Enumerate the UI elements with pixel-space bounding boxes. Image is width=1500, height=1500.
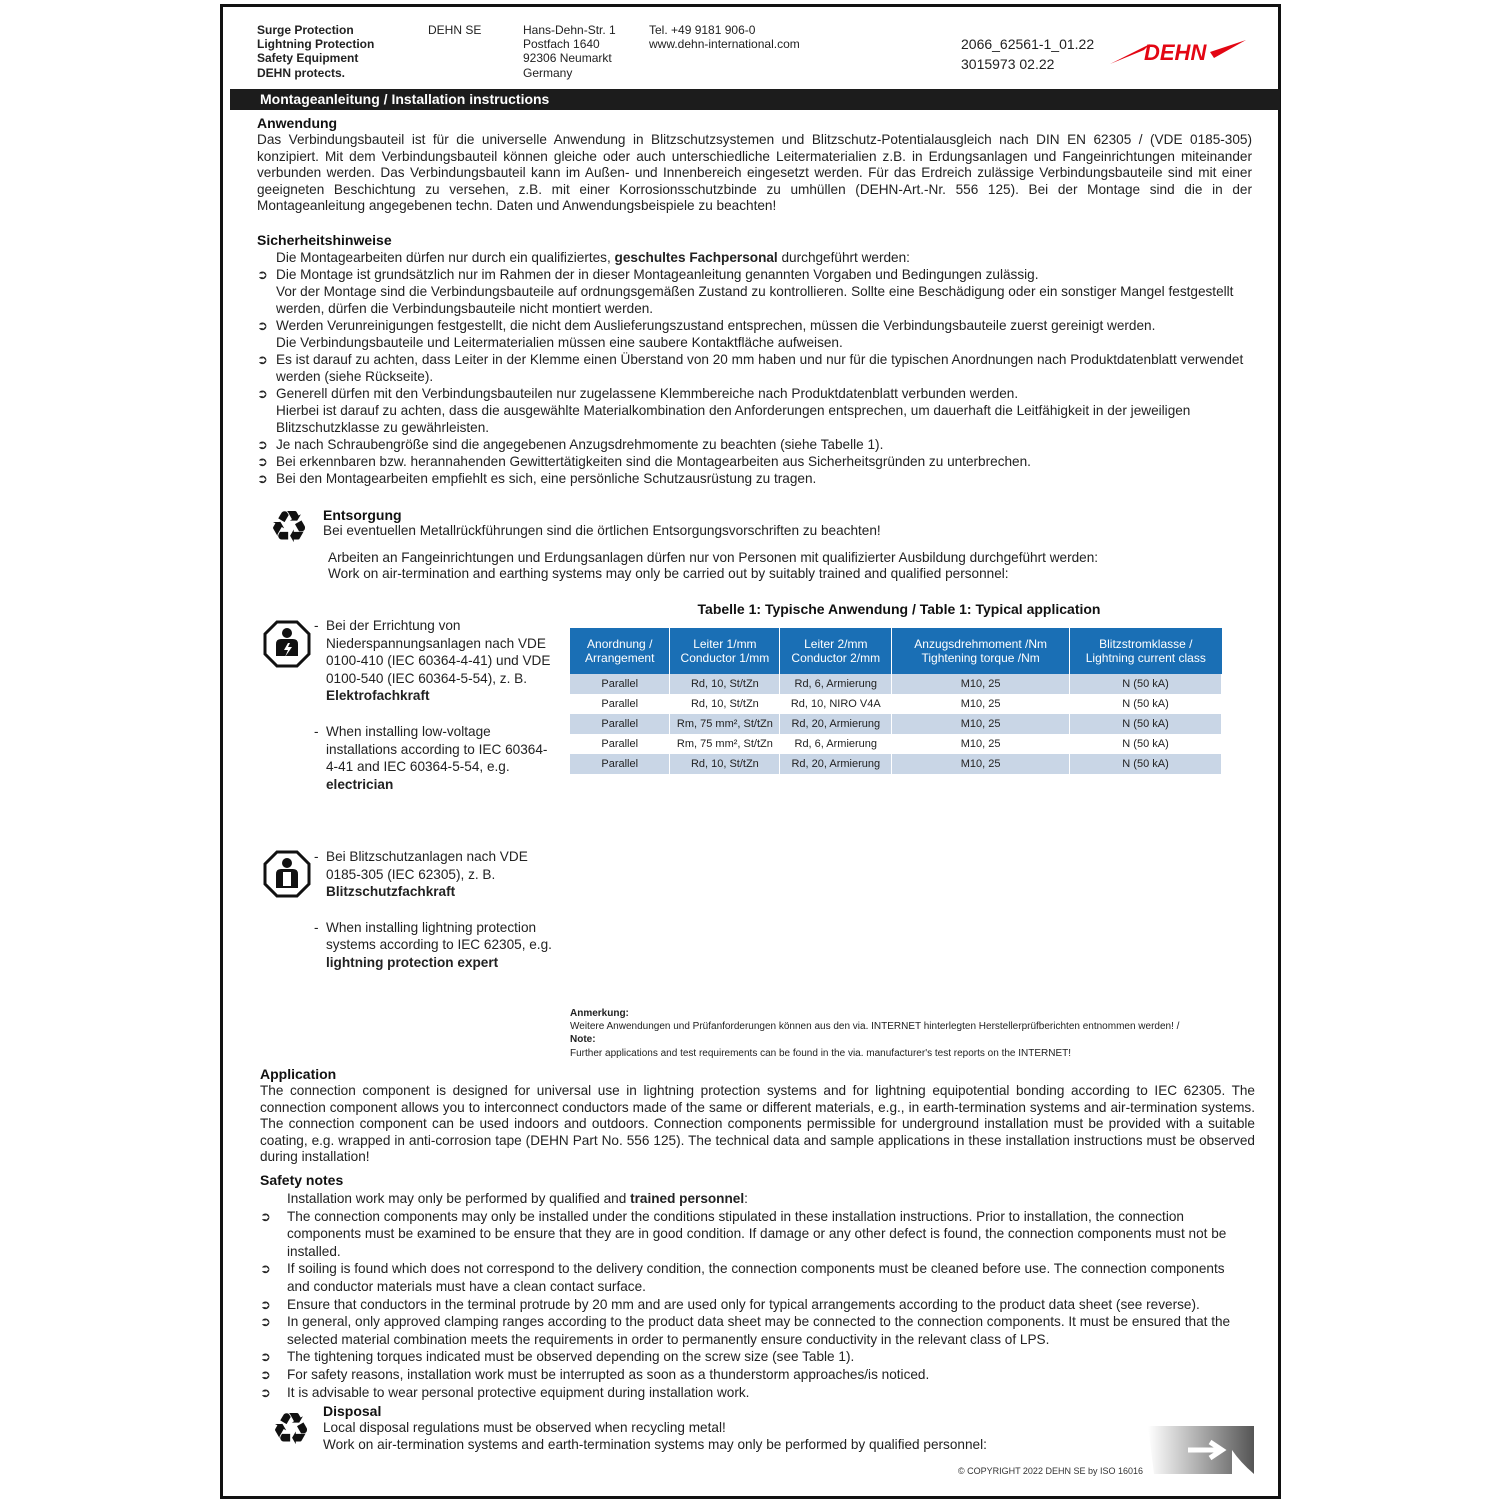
list-item: ➲ Die Montage ist grundsätzlich nur im Rahmen der in dieser Montageanleitung genannten Vorgaben und Bedingungen zulässig. Vor der Montage sind die Verbindungsbauteile auf ordnungsgemäßen Zustand zu kontrollieren. Sollte eine Beschädigung oder ein sonstiger Mangel festgestellt werden, dürfen die Verbindungsbauteile nicht montiert werden. <box>257 267 1234 316</box>
doc-number: 2066_62561-1_01.22 <box>961 36 1095 52</box>
lightning-expert-notes <box>314 848 554 972</box>
entsorgung-text: Bei eventuellen Metallrückführungen sind die örtlichen Entsorgungsvorschriften zu beachten! <box>323 523 881 538</box>
list-item: ➲ For safety reasons, installation work must be interrupted as soon as a thunderstorm approaches/is noticed. <box>260 1366 930 1382</box>
application-text: The connection component is designed for universal use in lightning protection systems and for lightning equipotential bonding according to IEC 62305. The connection component allows you to interconnect conductors made of the same or different materials, e.g., in earth-termination systems and air-termination systems. The connection component can be used indoors and outdoors. Connection components permissible for underground installation must be provided with a suitable coating, e.g. wrapped in anti-corrosion tape (DEHN Part No. 556 125). The technical data and sample applications in these installation instructions must be observed during installation! <box>260 1083 1255 1165</box>
anwendung-text: Das Verbindungsbauteil ist für die universelle Anwendung in Blitzschutzsystemen und Blitzschutz-Potentialausgleich nach DIN EN 62305 / (VDE 0185-305) konzipiert. Mit dem Verbindungsbauteil können gleiche oder auch unterschiedliche Leitermaterialien z.B. in Erdungsanlagen und Fangeinrichtungen miteinander verbunden werden. Das Verbindungsbauteil kann im Außen- und Innenbereich eingesetzt werden. Für das Erdreich zulässige Verbindungsbauteile sind mit einer geeigneten Beschichtung zu versehen, z.B. mit einer Korrosionsschutzbinde zu umhüllen (DEHN-Art.-Nr. 556 125). Bei der Montage sind die in der Montageanleitung angegebenen techn. Daten und Anwendungsbeispiele zu beachten! <box>257 132 1252 214</box>
arrow-bullet-icon: ➲ <box>260 1366 271 1382</box>
dehn-logo <box>1110 30 1250 70</box>
list-item: - Bei Blitzschutzanlagen nach VDE 0185-305 (IEC 62305), z. B. Blitzschutzfachkraft <box>314 849 528 900</box>
lightning-expert-icon <box>263 850 311 903</box>
arrow-bullet-icon: ➲ <box>260 1384 271 1400</box>
table-header-cell: Leiter 2/mm Conductor 2/mm <box>780 628 892 674</box>
table-header-cell: Anordnung / Arrangement <box>570 628 670 674</box>
list-item: ➲ The connection components may only be installed under the conditions stipulated in these installation instructions. Prior to installation, the connection components must be examined to be ensure that they are in good condition. If damage or any other defect is found, the connection components must not be installed. <box>260 1208 1227 1259</box>
page-turn-arrow-icon <box>1148 1424 1258 1481</box>
table-header-cell: Leiter 1/mm Conductor 1/mm <box>670 628 780 674</box>
arrow-bullet-icon: ➲ <box>257 318 268 333</box>
list-item: ➲ Je nach Schraubengröße sind die angegebenen Anzugsdrehmomente zu beachten (siehe Tabelle 1). <box>257 437 884 452</box>
article-number: 3015973 02.22 <box>961 56 1055 72</box>
disposal-heading: Disposal <box>323 1403 382 1419</box>
personnel-de: Arbeiten an Fangeinrichtungen und Erdungsanlagen dürfen nur von Personen mit qualifizierter Ausbildung durchgeführt werden: <box>328 550 1099 565</box>
list-item: ➲ Bei den Montagearbeiten empfiehlt es sich, eine persönliche Schutzausrüstung zu tragen. <box>257 471 817 486</box>
arrow-bullet-icon: ➲ <box>260 1349 271 1365</box>
table-row: Parallel Rd, 10, St/tZn Rd, 10, NIRO V4A M10, 25 N (50 kA) <box>570 694 1222 714</box>
application-heading: Application <box>260 1066 337 1082</box>
table-header-row <box>570 628 1222 674</box>
entsorgung-heading: Entsorgung <box>323 507 402 523</box>
document-numbers <box>961 34 1094 74</box>
company-name: DEHN SE <box>428 23 482 37</box>
list-item: - When installing low-voltage installations according to IEC 60364-4-41 and IEC 60364-5-54, e.g. electrician <box>314 723 548 792</box>
disposal-text: Local disposal regulations must be observed when recycling metal! <box>323 1420 726 1435</box>
table-title: Tabelle 1: Typische Anwendung / Table 1: Typical application <box>697 601 1101 617</box>
svg-text:♻: ♻ <box>271 1406 311 1450</box>
company-address: Hans-Dehn-Str. 1 Postfach 1640 92306 Neumarkt Germany <box>523 23 616 80</box>
recycle-icon <box>268 1406 314 1455</box>
sicherheit-intro: Die Montagearbeiten dürfen nur durch ein qualifiziertes, geschultes Fachpersonal durchgeführt werden: <box>276 250 910 265</box>
arrow-bullet-icon: ➲ <box>260 1314 271 1330</box>
safety-heading: Safety notes <box>260 1172 344 1188</box>
table-row: Parallel Rm, 75 mm², St/tZn Rd, 20, Armierung M10, 25 N (50 kA) <box>570 714 1222 734</box>
safety-list <box>260 1190 1250 1401</box>
list-item: ➲ If soiling is found which does not correspond to the delivery condition, the connection components must be cleaned before use. The connection components and conductor materials must have a clean contact surface. <box>260 1261 1225 1294</box>
recycle-icon <box>266 504 312 553</box>
application-table <box>570 628 1222 774</box>
table-row: Parallel Rd, 10, St/tZn Rd, 20, Armierung M10, 25 N (50 kA) <box>570 754 1222 774</box>
arrow-bullet-icon: ➲ <box>257 352 268 367</box>
arrow-bullet-icon: ➲ <box>257 267 268 282</box>
list-item: ➲ In general, only approved clamping ranges according to the product data sheet may be connected to the connection components. It must be ensured that the selected material combination meets the requirements in order to permanently ensure conductivity in the relevant class of LPS. <box>260 1314 1231 1347</box>
list-item: ➲ Bei erkennbaren bzw. herannahenden Gewittertätigkeiten sind die Montagearbeiten aus Sicherheitsgründen zu unterbrechen. <box>257 454 1031 469</box>
table-row: Parallel Rd, 10, St/tZn Rd, 6, Armierung M10, 25 N (50 kA) <box>570 674 1222 694</box>
arrow-bullet-icon: ➲ <box>257 437 268 452</box>
copyright: © COPYRIGHT 2022 DEHN SE by ISO 16016 <box>957 1466 1143 1476</box>
arrow-bullet-icon: ➲ <box>260 1296 271 1312</box>
safety-intro: Installation work may only be performed by qualified and trained personnel: <box>287 1191 748 1206</box>
electrician-notes <box>314 617 554 793</box>
arrow-bullet-icon: ➲ <box>257 386 268 401</box>
table-header-cell: Blitzstromklasse / Lightning current class <box>1070 628 1222 674</box>
sicherheit-list <box>257 249 1252 487</box>
table-row: Parallel Rm, 75 mm², St/tZn Rd, 6, Armierung M10, 25 N (50 kA) <box>570 734 1222 754</box>
list-item: - When installing lightning protection systems according to IEC 62305, e.g. lightning protection expert <box>314 919 552 970</box>
list-item: ➲ Ensure that conductors in the terminal protrude by 20 mm and are used only for typical arrangements according to the product data sheet (see reverse). <box>260 1296 1200 1312</box>
list-item: ➲ Werden Verunreinigungen festgestellt, die nicht dem Auslieferungszustand entsprechen, müssen die Verbindungsbauteile zuerst gereinigt werden. Die Verbindungsbauteile und Leitermaterialien müssen eine saubere Kontaktfläche aufweisen. <box>257 318 1156 350</box>
arrow-bullet-icon: ➲ <box>257 471 268 486</box>
arrow-bullet-icon: ➲ <box>257 454 268 469</box>
list-item: ➲ Es ist darauf zu achten, dass Leiter in der Klemme einen Überstand von 20 mm haben und nur für die typischen Anordnungen nach Produktdatenblatt verwendet werden (siehe Rückseite). <box>257 352 1244 384</box>
company-tagline: Surge Protection Lightning Protection Safety Equipment DEHN protects. <box>257 23 375 80</box>
table-header-cell: Anzugsdrehmoment /Nm Tightening torque /Nm <box>892 628 1070 674</box>
logo-text: DEHN <box>1144 40 1207 65</box>
list-item: ➲ Generell dürfen mit den Verbindungsbauteilen nur zugelassene Klemmbereiche nach Produktdatenblatt verbunden werden. Hierbei ist darauf zu achten, dass die ausgewählte Materialkombination den Anforderungen entsprechen, um dauerhaft die Leitfähigkeit in der jeweiligen Blitzschutzklasse zu gewährleisten. <box>257 386 1191 435</box>
personnel-en: Work on air-termination and earthing systems may only be carried out by suitably trained and qualified personnel: <box>328 566 1009 581</box>
sicherheit-heading: Sicherheitshinweise <box>257 232 392 248</box>
list-item: ➲ It is advisable to wear personal protective equipment during installation work. <box>260 1384 750 1400</box>
title-bar: Montageanleitung / Installation instructions <box>230 89 1280 110</box>
list-item: ➲ The tightening torques indicated must be observed depending on the screw size (see Table 1). <box>260 1349 855 1365</box>
arrow-bullet-icon: ➲ <box>260 1208 271 1224</box>
electrician-icon <box>263 620 311 673</box>
company-contact: Tel. +49 9181 906-0 www.dehn-international.com <box>649 23 800 52</box>
table-note: Anmerkung: Weitere Anwendungen und Prüfanforderungen können aus den via. INTERNET hinterlegten Herstellerprüfberichten entnommen werden! / Note: Further applications and test requirements can be found in the via. manufacturer's test reports on the INTERNET! <box>570 1008 1180 1059</box>
anwendung-heading: Anwendung <box>257 115 338 131</box>
dehn-logo-mark <box>1110 30 1250 70</box>
arrow-bullet-icon: ➲ <box>260 1261 271 1277</box>
list-item: - Bei der Errichtung von Niederspannungsanlagen nach VDE 0100-410 (IEC 60364-4-41) und VDE 0100-540 (IEC 60364-5-54), z. B. Elektrofachkraft <box>314 618 551 704</box>
disposal-personnel: Work on air-termination systems and earth-termination systems may only be performed by qualified personnel: <box>323 1437 987 1452</box>
svg-text:♻: ♻ <box>269 504 309 548</box>
